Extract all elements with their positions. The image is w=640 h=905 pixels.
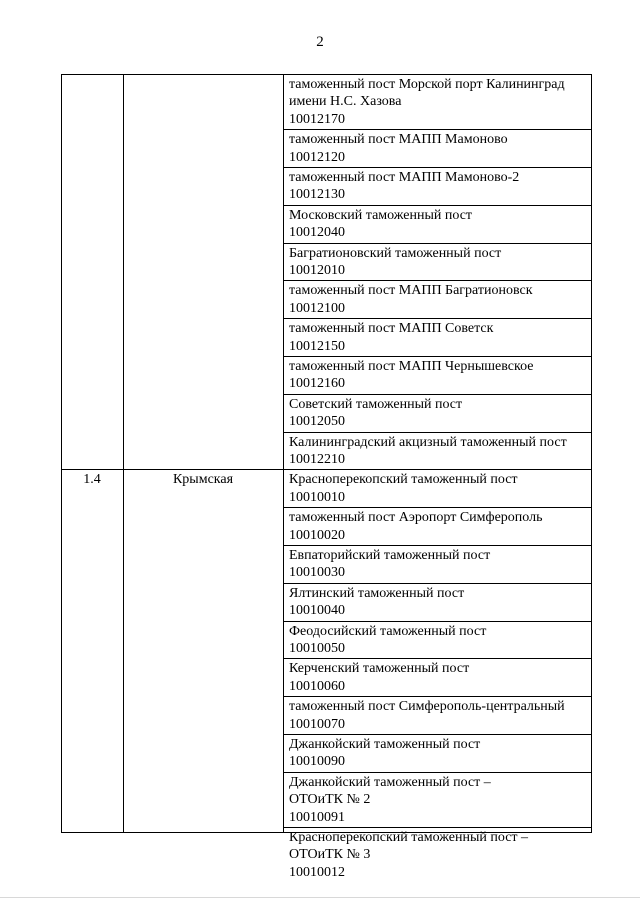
customs-post-name: Красноперекопский таможенный пост — [289, 472, 518, 488]
customs-post-name: таможенный пост МАПП Багратионовск — [289, 283, 533, 299]
customs-post-cell — [289, 660, 590, 695]
customs-post-cell — [289, 207, 590, 242]
customs-post-name: Московский таможенный пост — [289, 207, 473, 223]
post-row-divider — [283, 734, 592, 735]
post-row-divider — [283, 167, 592, 168]
customs-post-code: 10012150 — [289, 338, 345, 354]
customs-post-code: 10010070 — [289, 716, 345, 732]
customs-post-cell — [289, 471, 590, 506]
customs-post-code: 10010090 — [289, 754, 345, 770]
post-row-divider — [283, 772, 592, 773]
customs-post-cell — [289, 169, 590, 204]
section-divider — [61, 469, 592, 470]
customs-post-code: 10012170 — [289, 111, 345, 127]
customs-post-code: 10012130 — [289, 187, 345, 203]
post-row-divider — [283, 827, 592, 828]
customs-post-code: 10010010 — [289, 489, 345, 505]
post-row-divider — [283, 545, 592, 546]
customs-post-code: 10010012 — [289, 864, 345, 880]
customs-post-cell — [289, 585, 590, 620]
post-row-divider — [283, 243, 592, 244]
customs-post-cell — [289, 623, 590, 658]
customs-post-code: 10010050 — [289, 641, 345, 656]
customs-post-name: таможенный пост Аэропорт Симферополь — [289, 510, 543, 526]
customs-post-code: 10012120 — [289, 149, 345, 165]
customs-post-code: 10012210 — [289, 452, 345, 467]
customs-post-cell — [289, 320, 590, 355]
customs-post-name: Калининградский акцизный таможенный пост — [289, 434, 567, 450]
customs-post-code: 10010060 — [289, 678, 345, 694]
customs-post-cell — [289, 358, 590, 393]
post-row-divider — [283, 280, 592, 281]
customs-post-code: 10010030 — [289, 565, 345, 581]
page-number: 2 — [316, 34, 324, 50]
customs-post-code: 10010091 — [289, 809, 345, 825]
customs-post-code: 10012010 — [289, 263, 345, 278]
scan-edge — [0, 897, 640, 898]
table-border-top — [61, 74, 592, 75]
customs-post-cell — [289, 736, 590, 771]
customs-post-cell — [289, 245, 590, 280]
post-row-divider — [283, 621, 592, 622]
customs-post-name: Евпаторийский таможенный пост — [289, 548, 491, 563]
customs-post-name: имени Н.С. Хазова — [289, 94, 402, 110]
customs-post-name: таможенный пост Морской порт Калининград — [289, 77, 565, 92]
customs-post-code: 10012040 — [289, 225, 345, 241]
customs-post-name: Керченский таможенный пост — [289, 661, 470, 677]
table-border-right — [591, 74, 592, 833]
customs-post-cell — [289, 547, 590, 582]
post-row-divider — [283, 129, 592, 130]
customs-post-code: 10012050 — [289, 414, 345, 430]
customs-post-name: Красноперекопский таможенный пост – — [289, 830, 529, 845]
customs-post-cell — [289, 509, 590, 544]
customs-post-name: таможенный пост МАПП Мамоново — [289, 132, 508, 148]
customs-post-name: ОТОиТК № 2 — [289, 792, 371, 808]
customs-post-name: Джанкойский таможенный пост – — [289, 774, 491, 790]
table-border-left — [61, 74, 62, 833]
post-row-divider — [283, 318, 592, 319]
column-divider-2 — [283, 74, 284, 833]
post-row-divider — [283, 696, 592, 697]
customs-post-cell — [289, 774, 590, 826]
customs-post-name: таможенный пост МАПП Советск — [289, 321, 494, 337]
customs-post-cell — [289, 396, 590, 431]
post-row-divider — [283, 356, 592, 357]
customs-post-name: ОТОиТК № 3 — [289, 847, 371, 863]
customs-post-name: таможенный пост МАПП Чернышевское — [289, 359, 534, 374]
section-region: Крымская — [172, 472, 234, 488]
customs-post-cell — [289, 76, 590, 128]
post-row-divider — [283, 432, 592, 433]
post-row-divider — [283, 658, 592, 659]
customs-post-cell — [289, 282, 590, 317]
customs-post-name: Феодосийский таможенный пост — [289, 623, 487, 639]
section-number: 1.4 — [83, 472, 101, 488]
customs-post-cell — [289, 698, 590, 733]
customs-post-code: 10012160 — [289, 376, 345, 392]
post-row-divider — [283, 507, 592, 508]
customs-posts-table — [61, 74, 592, 880]
post-row-divider — [283, 394, 592, 395]
customs-post-cell — [289, 434, 590, 469]
customs-post-code: 10010040 — [289, 603, 345, 619]
column-divider-1 — [123, 74, 124, 833]
post-row-divider — [283, 583, 592, 584]
customs-post-code: 10010020 — [289, 527, 345, 543]
customs-post-name: таможенный пост МАПП Мамоново-2 — [289, 170, 520, 185]
customs-post-name: Ялтинский таможенный пост — [289, 585, 465, 601]
customs-post-name: Советский таможенный пост — [289, 396, 463, 412]
customs-post-name: таможенный пост Симферополь-центральный — [289, 699, 565, 715]
customs-post-code: 10012100 — [289, 300, 345, 316]
customs-post-cell — [289, 829, 590, 881]
customs-post-name: Багратионовский таможенный пост — [289, 245, 502, 261]
post-row-divider — [283, 205, 592, 206]
customs-post-name: Джанкойский таможенный пост — [289, 737, 481, 752]
customs-post-cell — [289, 131, 590, 166]
